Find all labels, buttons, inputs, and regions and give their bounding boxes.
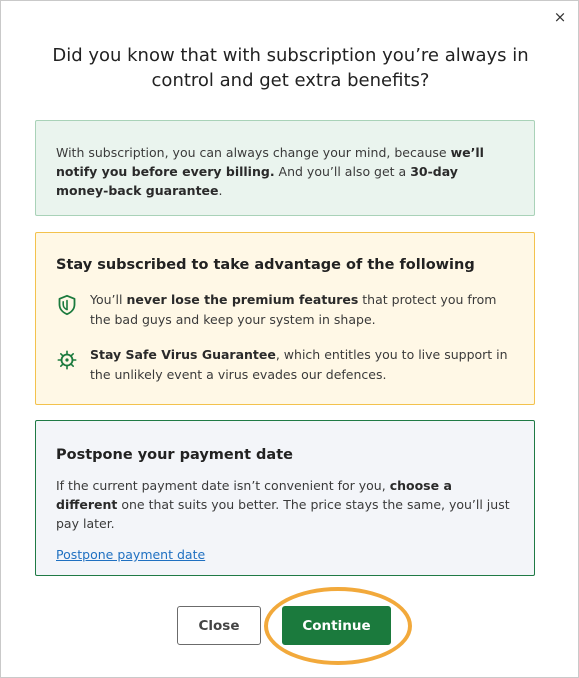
benefit-text-part: that protect you from the bad guys and keep your system in shape. [90,292,497,327]
notice-text-part: And you’ll also get a [274,164,411,179]
postpone-text-part: If the current payment date isn’t convenient for you, [56,478,390,493]
postpone-bold: choose a different [56,478,452,512]
postpone-box [35,420,535,576]
benefit-text [90,290,514,330]
benefit-item [56,290,514,330]
close-icon[interactable]: × [553,8,567,26]
notice-bold-billing: we’ll notify you before every billing. [56,145,484,179]
benefit-text [90,345,514,385]
dialog-title: Did you know that with subscription you’re always in control and get extra benefits? [52,45,529,91]
benefit-text-part: , which entitles you to live support in the unlikely event a virus evades our defences. [90,347,508,382]
notice-bold-guarantee: 30-day money-back guarantee [56,164,458,198]
notice-box [35,120,535,216]
benefits-box [35,232,535,405]
close-button[interactable]: Close [177,606,261,645]
postpone-payment-link[interactable]: Postpone payment date [56,547,206,562]
postpone-text [56,476,514,533]
postpone-text-part: one that suits you better. The price stays the same, you’ll just pay later. [56,497,510,531]
benefit-item [56,345,514,385]
benefits-heading: Stay subscribed to take advantage of the following [56,257,475,273]
notice-text [56,143,514,200]
continue-button[interactable]: Continue [282,606,391,645]
postpone-heading: Postpone your payment date [56,447,293,463]
benefit-text-part: You’ll [90,292,127,307]
benefit-bold: never lose the premium features [126,292,359,307]
benefit-bold: Stay Safe Virus Guarantee [90,347,276,362]
notice-text-part: With subscription, you can always change your mind, because [56,145,451,160]
notice-text-part: . [218,183,223,198]
virus-icon [56,349,78,371]
shield-icon [56,294,78,316]
